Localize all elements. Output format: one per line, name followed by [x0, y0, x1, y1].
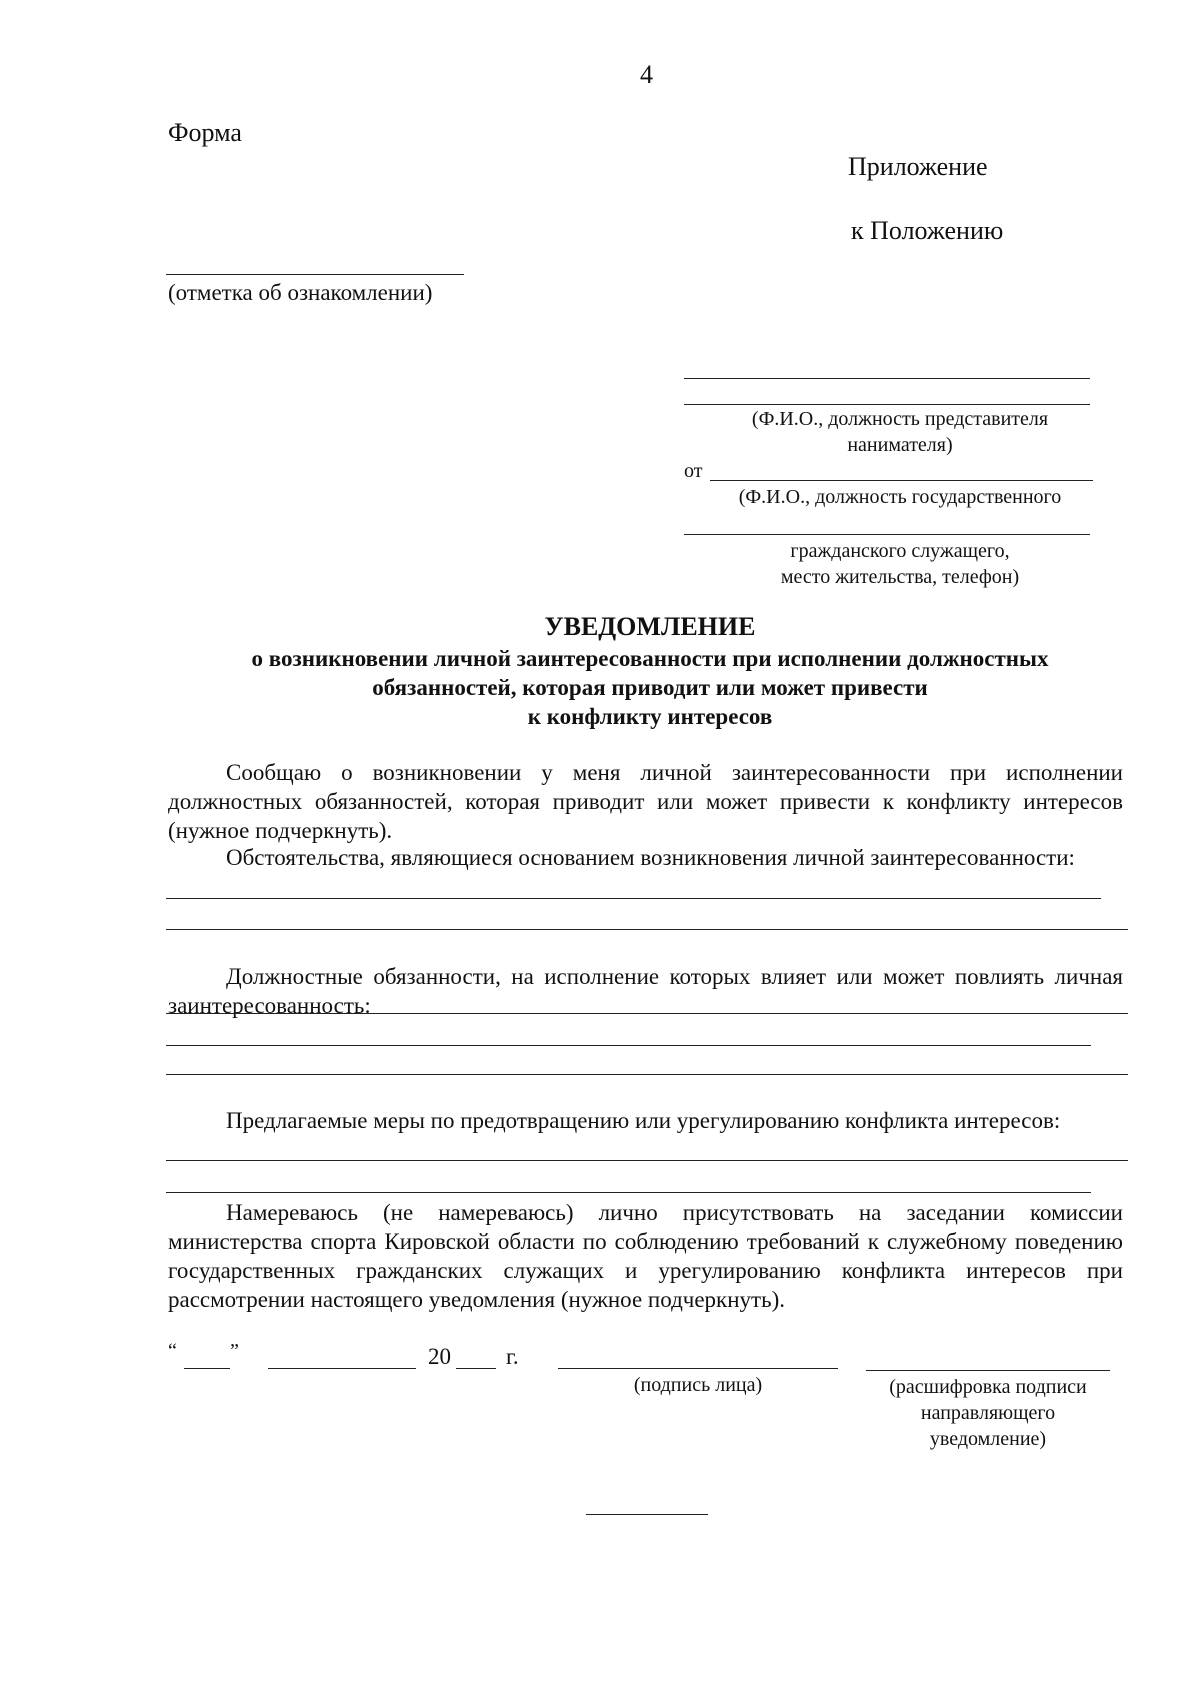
circumstances-line-1 [166, 898, 1101, 899]
end-separator [586, 1514, 708, 1515]
year-suffix: г. [506, 1344, 519, 1369]
addressee-caption-2: нанимателя) [847, 434, 953, 456]
measures-line-1 [166, 1160, 1128, 1161]
day-line [184, 1368, 230, 1369]
duties-line-2 [166, 1045, 1091, 1046]
decode-caption-2: направляющего [920, 1402, 1056, 1424]
form-label: Форма [168, 118, 242, 147]
sender-caption-2: гражданского служащего, [790, 540, 1010, 562]
duties-line-3 [166, 1074, 1128, 1075]
month-line [268, 1368, 416, 1369]
addressee-caption-1: (Ф.И.О., должность представителя [751, 408, 1049, 430]
signature-caption: (подпись лица) [633, 1374, 763, 1396]
from-label: от [684, 460, 703, 482]
quote-close: ” [230, 1340, 239, 1362]
sender-line-2 [684, 534, 1090, 535]
signature-line [558, 1368, 838, 1369]
year-prefix: 20 [428, 1344, 451, 1369]
quote-open: “ [168, 1340, 177, 1362]
document-subtitle-3: к конфликту интересов [527, 704, 773, 729]
acknowledgement-caption: (отметка об ознакомлении) [168, 280, 433, 305]
appendix-line-1: Приложение [848, 152, 988, 181]
acknowledgement-line [166, 274, 464, 275]
duties-paragraph: Должностные обязанности, на исполнение которых влияет или может повлиять личная заинтересованность: [168, 964, 1123, 1018]
circumstances-line-2 [166, 929, 1128, 930]
addressee-line-2 [684, 404, 1090, 405]
measures-line-2 [166, 1192, 1091, 1193]
sender-caption-3: место жительства, телефон) [780, 566, 1020, 588]
year-line [456, 1368, 496, 1369]
document-title: УВЕДОМЛЕНИЕ [544, 612, 756, 641]
notification-paragraph: Сообщаю о возникновении у меня личной заинтересованности при исполнении должностных обязанностей, которая приводит или может привести к конфликту интересов (нужное подчеркнуть). [168, 760, 1123, 843]
attendance-paragraph: Намереваюсь (не намереваюсь) лично присутствовать на заседании комиссии министерства спорта Кировской области по соблюдению требований к служебному поведению государственных гражданских служащих и урегулированию конфликта интересов при рассмотрении настоящего уведомления (нужное подчеркнуть). [168, 1200, 1123, 1312]
page-number: 4 [640, 60, 653, 89]
decode-line [866, 1370, 1110, 1371]
decode-caption-3: уведомление) [929, 1428, 1047, 1450]
document-subtitle-1: о возникновении личной заинтересованности при исполнении должностных [251, 646, 1049, 671]
measures-label: Предлагаемые меры по предотвращению или урегулированию конфликта интересов: [226, 1108, 1061, 1133]
addressee-line-1 [684, 378, 1090, 379]
circumstances-label: Обстоятельства, являющиеся основанием возникновения личной заинтересованности: [226, 845, 1075, 870]
document-subtitle-2: обязанностей, которая приводит или может привести [372, 675, 928, 700]
sender-line-1 [710, 480, 1093, 481]
appendix-line-2: к Положению [851, 216, 1004, 245]
decode-caption-1: (расшифровка подписи [889, 1376, 1087, 1398]
sender-caption-1: (Ф.И.О., должность государственного [738, 486, 1062, 508]
duties-line-1 [166, 1013, 1128, 1014]
